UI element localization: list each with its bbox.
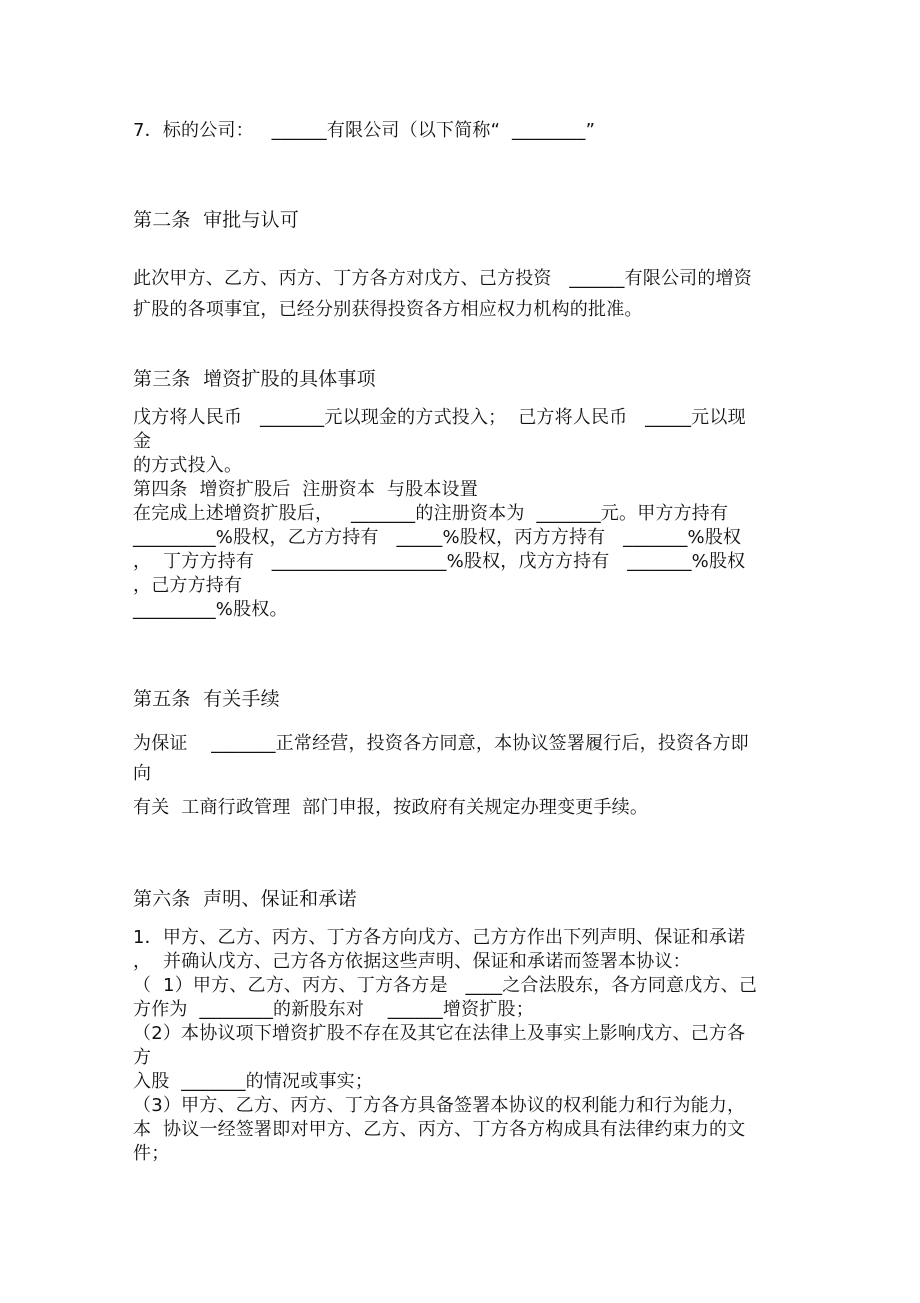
article-3-text-line-1: 戊方将人民币 _______元以现金的方式投入； 己方将人民币 _____元以现 [133, 407, 746, 428]
article-5-text-line-3: 有关 工商行政管理 部门申报，按政府有关规定办理变更手续。 [133, 797, 649, 818]
article-6-text-line-1: 1．甲方、乙方、丙方、丁方各方向戊方、己方方作出下列声明、保证和承诺 [133, 927, 746, 948]
article-4-text-line-1: 在完成上述增资扩股后， _______的注册资本为 _______元。甲方方持有 [133, 503, 729, 524]
article-5-heading: 第五条 有关手续 [133, 688, 280, 710]
article-3-heading: 第三条 增资扩股的具体事项 [133, 368, 376, 390]
article-2-text-line-1: 此次甲方、乙方、丙方、丁方各方对戊方、己方投资 ______有限公司的增资 [133, 268, 752, 289]
article-4-text-line-5: _________%股权。 [133, 599, 288, 620]
article-5-text-line-1: 为保证 _______正常经营，投资各方同意，本协议签署履行后，投资各方即 [133, 733, 749, 754]
article-2-text-line-2: 扩股的各项事宜，已经分别获得投资各方相应权力机构的批准。 [133, 299, 643, 320]
article-6-item-1-line-1: （ 1）甲方、乙方、丙方、丁方各方是 ____之合法股东，各方同意戊方、己 [133, 975, 758, 996]
article-4-heading: 第四条 增资扩股后 注册资本 与股本设置 [133, 479, 478, 500]
article-5-text-line-2: 向 [133, 763, 152, 784]
article-4-text-line-3: ， 丁方方持有 ___________________%股权，戊方方持有 _______%股权 [133, 551, 746, 572]
article-3-text-line-3: 的方式投入。 [133, 455, 243, 476]
article-4-text-line-2: _________%股权，乙方方持有 _____%股权，丙方方持有 _______%股权 [133, 527, 742, 548]
article-3-text-line-2: 金 [133, 431, 152, 452]
article-6-item-2-line-1: （2）本协议项下增资扩股不存在及其它在法律上及事实上影响戊方、己方各 [133, 1023, 746, 1044]
article-6-item-1-line-2: 方作为 ________的新股东对 ______增资扩股； [133, 999, 534, 1020]
article-6-item-3-line-3: 件； [133, 1143, 170, 1164]
article-6-item-2-line-2: 方 [133, 1047, 152, 1068]
article-6-heading: 第六条 声明、保证和承诺 [133, 888, 357, 910]
article-4-text-line-4: ，己方方持有 [133, 575, 243, 596]
clause-7-target-company: 7．标的公司： ______有限公司（以下简称“ ________” [133, 120, 596, 141]
article-2-heading: 第二条 审批与认可 [133, 209, 300, 231]
article-6-item-2-line-3: 入股 _______的情况或事实； [133, 1071, 374, 1092]
article-6-item-3-line-2: 本 协议一经签署即对甲方、乙方、丙方、丁方各方构成具有法律约束力的文 [133, 1119, 746, 1140]
article-6-text-line-2: ， 并确认戊方、己方各方依据这些声明、保证和承诺而签署本协议： [133, 951, 691, 972]
article-6-item-3-line-1: （3）甲方、乙方、丙方、丁方各方具备签署本协议的权利能力和行为能力， [133, 1095, 746, 1116]
